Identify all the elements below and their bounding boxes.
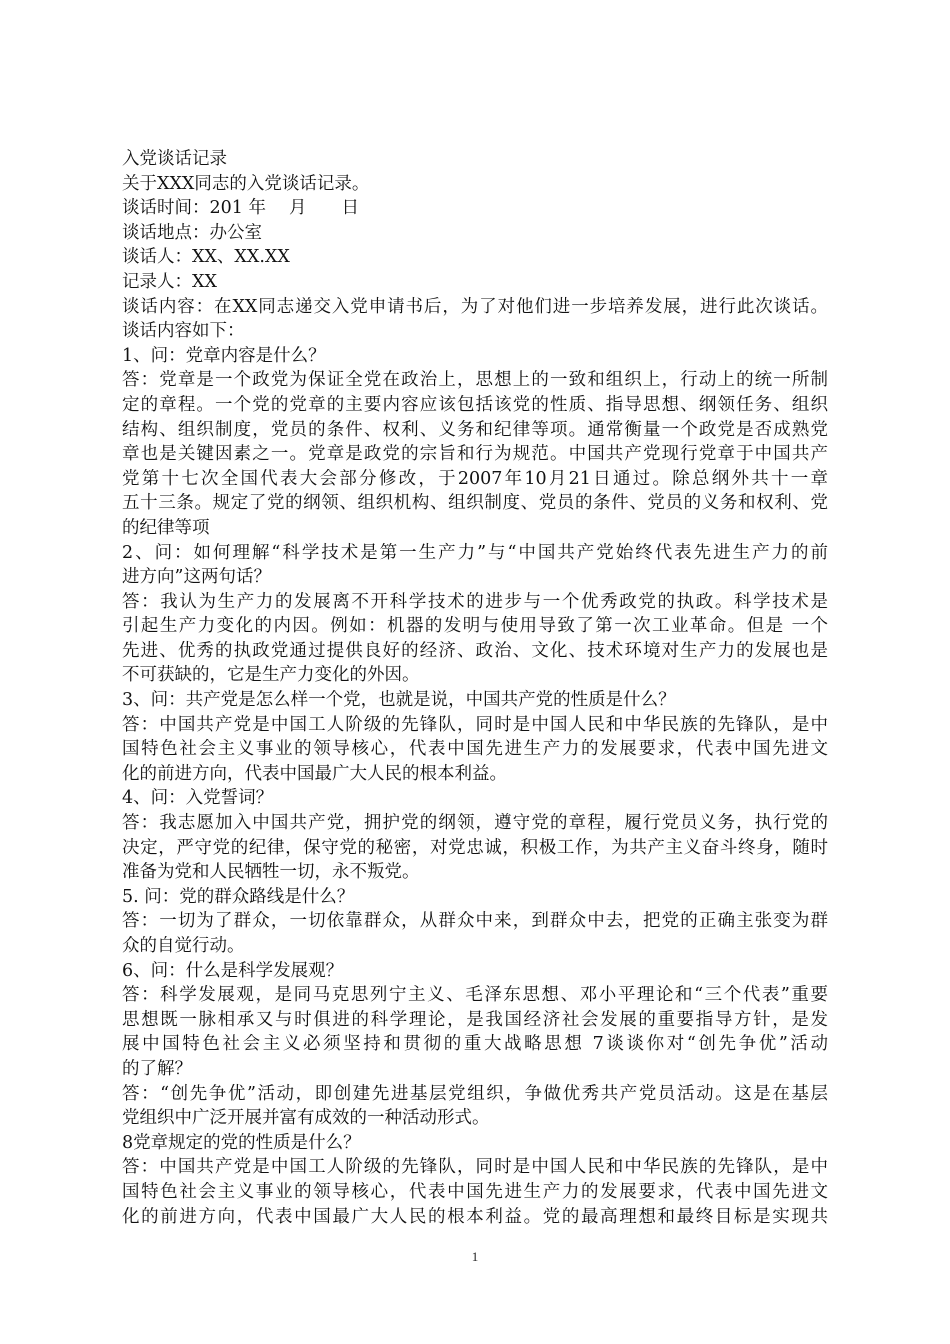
document-body (122, 147, 828, 1229)
text-line: 答：我志愿加入中国共产党，拥护党的纲领，遵守党的章程，履行党员义务，执行党的 (122, 813, 828, 834)
text-line: 定的章程。一个党的党章的主要内容应该包括该党的性质、指导思想、纲领任务、组织 (122, 394, 828, 415)
text-line: 进方向”这两句话？ (122, 567, 271, 588)
text-line: 谈话地点：办公室 (122, 222, 262, 243)
text-line: 2、问：如何理解“科学技术是第一生产力”与“中国共产党始终代表先进生产力的前 (122, 542, 828, 563)
text-line: 五十三条。规定了党的纲领、组织机构、组织制度、党员的条件、党员的义务和权利、党 (122, 493, 828, 514)
text-line: 6、问：什么是科学发展观？ (122, 960, 344, 981)
text-line: 答：我认为生产力的发展离不开科学技术的进步与一个优秀政党的执政。科学技术是 (122, 591, 828, 612)
text-line: 答：党章是一个政党为保证全党在政治上，思想上的一致和组织上，行动上的统一所制 (122, 370, 828, 391)
text-line: 国特色社会主义事业的领导核心，代表中国先进生产力的发展要求，代表中国先进文 (122, 1181, 828, 1202)
text-line: 答：中国共产党是中国工人阶级的先锋队，同时是中国人民和中华民族的先锋队，是中 (122, 1157, 828, 1178)
text-line: 思想既一脉相承又与时俱进的科学理论，是我国经济社会发展的重要指导方针，是发 (122, 1009, 828, 1030)
text-line: 5. 问：党的群众路线是什么？ (122, 886, 355, 907)
text-line: 的了解？ (122, 1058, 192, 1079)
text-line: 答：“创先争优”活动，即创建先进基层党组织，争做优秀共产党员活动。这是在基层 (122, 1083, 828, 1104)
text-line: 8党章规定的党的性质是什么？ (122, 1132, 361, 1153)
text-line: 展中国特色社会主义必须坚持和贯彻的重大战略思想 7谈谈你对“创先争优”活动 (122, 1034, 828, 1055)
text-line: 国特色社会主义事业的领导核心，代表中国先进生产力的发展要求，代表中国先进文 (122, 739, 828, 760)
text-line: 先进、优秀的执政党通过提供良好的经济、政治、文化、技术环境对生产力的发展也是 (122, 640, 828, 661)
text-line: 关于XXX同志的入党谈话记录。 (122, 173, 370, 194)
text-line: 谈话人：XX、XX.XX (122, 247, 290, 268)
text-line: 化的前进方向，代表中国最广大人民的根本利益。 (122, 763, 507, 784)
text-line: 的纪律等项 (122, 517, 210, 538)
text-line: 党组织中广泛开展并富有成效的一种活动形式。 (122, 1108, 490, 1129)
text-line: 谈话时间：201 年 月 日 (122, 198, 360, 219)
text-line: 决定，严守党的纪律，保守党的秘密，对党忠诚，积极工作，为共产主义奋斗终身，随时 (122, 837, 828, 858)
text-line: 化的前进方向，代表中国最广大人民的根本利益。党的最高理想和最终目标是实现共 (122, 1206, 828, 1227)
text-line: 答：一切为了群众，一切依靠群众，从群众中来，到群众中去，把党的正确主张变为群 (122, 911, 828, 932)
text-line: 结构、组织制度，党员的条件、权利、义务和纪律等项。通常衡量一个政党是否成熟党 (122, 419, 828, 440)
text-line: 引起生产力变化的内因。例如：机器的发明与使用导致了第一次工业革命。但是 一个 (122, 616, 828, 637)
text-line: 谈话内容：在XX同志递交入党申请书后，为了对他们进一步培养发展，进行此次谈话。 (122, 296, 828, 317)
text-line: 答：中国共产党是中国工人阶级的先锋队，同时是中国人民和中华民族的先锋队，是中 (122, 714, 828, 735)
text-line: 章也是关键因素之一。党章是政党的宗旨和行为规范。中国共产党现行党章于中国共产 (122, 444, 828, 465)
text-line: 谈话内容如下： (122, 321, 245, 342)
text-line: 3、问：共产党是怎么样一个党，也就是说，中国共产党的性质是什么？ (122, 690, 676, 711)
text-line: 4、问：入党誓词？ (122, 788, 274, 809)
text-line: 不可获缺的，它是生产力变化的外因。 (122, 665, 420, 686)
text-line: 答：科学发展观，是同马克思列宁主义、毛泽东思想、邓小平理论和“三个代表”重要 (122, 985, 828, 1006)
text-line: 众的自觉行动。 (122, 936, 245, 956)
text-line: 准备为党和人民牺牲一切，永不叛党。 (122, 862, 420, 883)
text-line: 记录人：XX (122, 271, 217, 292)
page-number: 1 (471, 1249, 479, 1264)
text-line: 党第十七次全国代表大会部分修改，于2007年10月21日通过。除总纲外共十一章 (122, 468, 828, 489)
text-line: 入党谈话记录 (122, 149, 227, 169)
text-line: 1、问：党章内容是什么？ (122, 345, 326, 366)
